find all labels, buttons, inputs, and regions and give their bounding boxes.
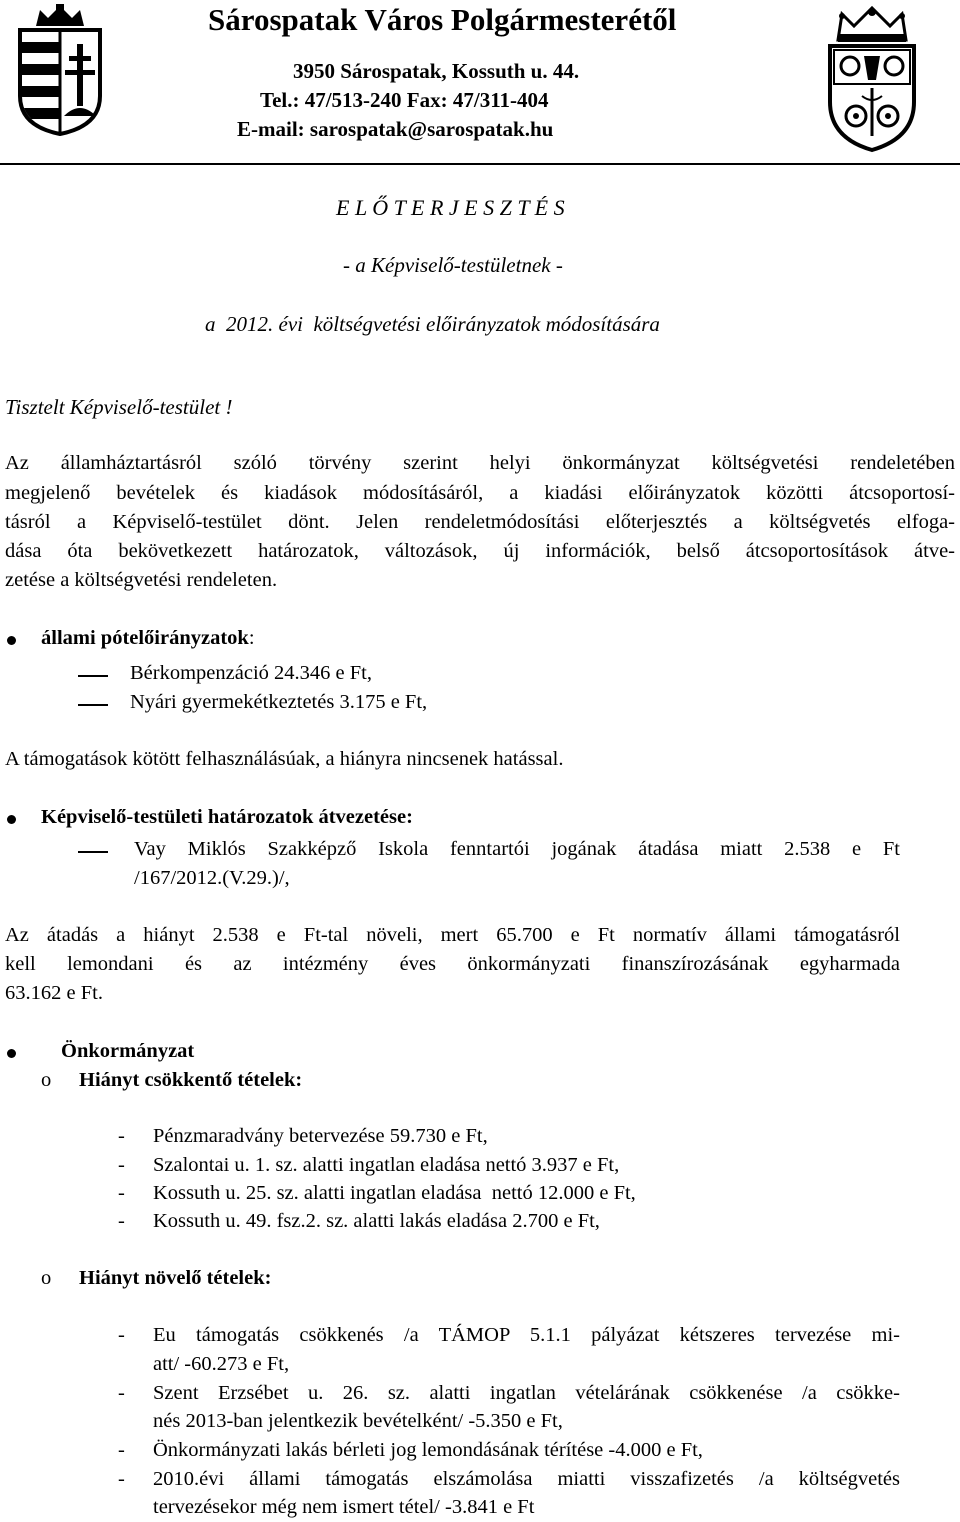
sub2-item-2-line-2: nés 2013-ban jelentkezik bevételként/ -5.350 e Ft,: [153, 1410, 563, 1432]
doc-type-title: E L Ő T E R J E S Z T É S: [336, 195, 565, 220]
dash-marker: -: [118, 1182, 125, 1204]
hungarian-crest-logo: [14, 4, 106, 136]
doc-subject: a 2012. évi költségvetési előirányzatok módosítására: [205, 312, 660, 336]
sub1-heading: Hiányt csökkentő tételek:: [79, 1069, 303, 1091]
intro-line-1: Az államháztartásról szóló törvény szerint helyi önkormányzat költségvetési rendeletében: [5, 452, 955, 474]
circle-bullet-marker: o: [41, 1069, 52, 1091]
bullet-icon: [7, 815, 16, 824]
salutation: Tisztelt Képviselő-testület !: [5, 395, 233, 419]
intro-line-4: dása óta bekövetkezett határozatok, változások, új információk, belső átcsoportosítások átve-: [5, 540, 955, 562]
dash-marker: -: [118, 1382, 125, 1404]
section2-heading: Képviselő-testületi határozatok átvezetése:: [41, 806, 413, 828]
header-address: 3950 Sárospatak, Kossuth u. 44.: [293, 59, 580, 83]
sub1-item-3: Kossuth u. 25. sz. alatti ingatlan eladása nettó 12.000 e Ft,: [153, 1182, 636, 1204]
header-title: Sárospatak Város Polgármesterétől: [208, 2, 677, 37]
header-divider: [0, 163, 960, 165]
section2-item-line-2: /167/2012.(V.29.)/,: [134, 867, 290, 889]
section1-item-1: Bérkompenzáció 24.346 e Ft,: [130, 662, 372, 684]
sub1-item-1: Pénzmaradvány betervezése 59.730 e Ft,: [153, 1125, 488, 1147]
section1-note: A támogatások kötött felhasználásúak, a hiányra nincsenek hatással.: [5, 748, 564, 770]
sub2-heading: Hiányt növelő tételek:: [79, 1267, 272, 1289]
sub2-item-4-line-1: 2010.évi állami támogatás elszámolása miatti visszafizetés /a költségvetés: [153, 1468, 900, 1490]
dash-marker: -: [118, 1125, 125, 1147]
dash-marker: -: [118, 1468, 125, 1490]
circle-bullet-marker: o: [41, 1267, 52, 1289]
dash-marker: -: [118, 1154, 125, 1176]
sub2-item-2-line-1: Szent Erzsébet u. 26. sz. alatti ingatlan vételárának csökkenése /a csökke-: [153, 1382, 900, 1404]
section2-note-line-2: kell lemondani és az intézmény éves önkormányzati finanszírozásának egyharmada: [5, 953, 900, 975]
section2-item-line-1: Vay Miklós Szakképző Iskola fenntartói jogának átadása miatt 2.538 e Ft: [134, 838, 900, 860]
section2-note-line-3: 63.162 e Ft.: [5, 982, 103, 1004]
sub2-item-3: Önkormányzati lakás bérleti jog lemondásának térítése -4.000 e Ft,: [153, 1439, 703, 1461]
sarospatak-coat-of-arms: [824, 4, 920, 154]
header-email: E-mail: sarospatak@sarospatak.hu: [237, 117, 554, 141]
header-phone-fax: Tel.: 47/513-240 Fax: 47/311-404: [260, 88, 549, 112]
bullet-icon: [7, 636, 16, 645]
section1-heading-row: [41, 627, 255, 650]
sub1-item-2: Szalontai u. 1. sz. alatti ingatlan eladása nettó 3.937 e Ft,: [153, 1154, 620, 1176]
intro-line-3: tásról a Képviselő-testület dönt. Jelen rendeletmódosítási előterjesztés a költségvetés elfoga-: [5, 511, 955, 533]
section3-heading: Önkormányzat: [61, 1040, 195, 1062]
dash-marker: -: [118, 1210, 125, 1232]
section1-colon: :: [248, 627, 255, 649]
sub2-item-4-line-2: tervezésekor még nem ismert tétel/ -3.841 e Ft: [153, 1496, 535, 1518]
sub2-item-1-line-2: att/ -60.273 e Ft,: [153, 1353, 290, 1375]
intro-line-5: zetése a költségvetési rendeleten.: [5, 569, 278, 591]
dash-icon: [78, 704, 108, 706]
bullet-icon: [7, 1049, 16, 1058]
dash-marker: -: [118, 1324, 125, 1346]
section1-heading: állami pótelőirányzatok: [41, 627, 249, 649]
intro-line-2: megjelenő bevételek és kiadások módosításáról, a kiadási előirányzatok közötti átcsoportosí-: [5, 482, 955, 504]
doc-recipient: - a Képviselő-testületnek -: [343, 253, 563, 277]
section1-item-2: Nyári gyermekétkeztetés 3.175 e Ft,: [130, 691, 428, 713]
dash-icon: [78, 851, 108, 853]
sub1-item-4: Kossuth u. 49. fsz.2. sz. alatti lakás eladása 2.700 e Ft,: [153, 1210, 600, 1232]
sub2-item-1-line-1: Eu támogatás csökkenés /a TÁMOP 5.1.1 pályázat kétszeres tervezése mi-: [153, 1324, 900, 1346]
dash-icon: [78, 675, 108, 677]
section2-note-line-1: Az átadás a hiányt 2.538 e Ft-tal növeli, mert 65.700 e Ft normatív állami támogatásról: [5, 924, 900, 946]
dash-marker: -: [118, 1439, 125, 1461]
